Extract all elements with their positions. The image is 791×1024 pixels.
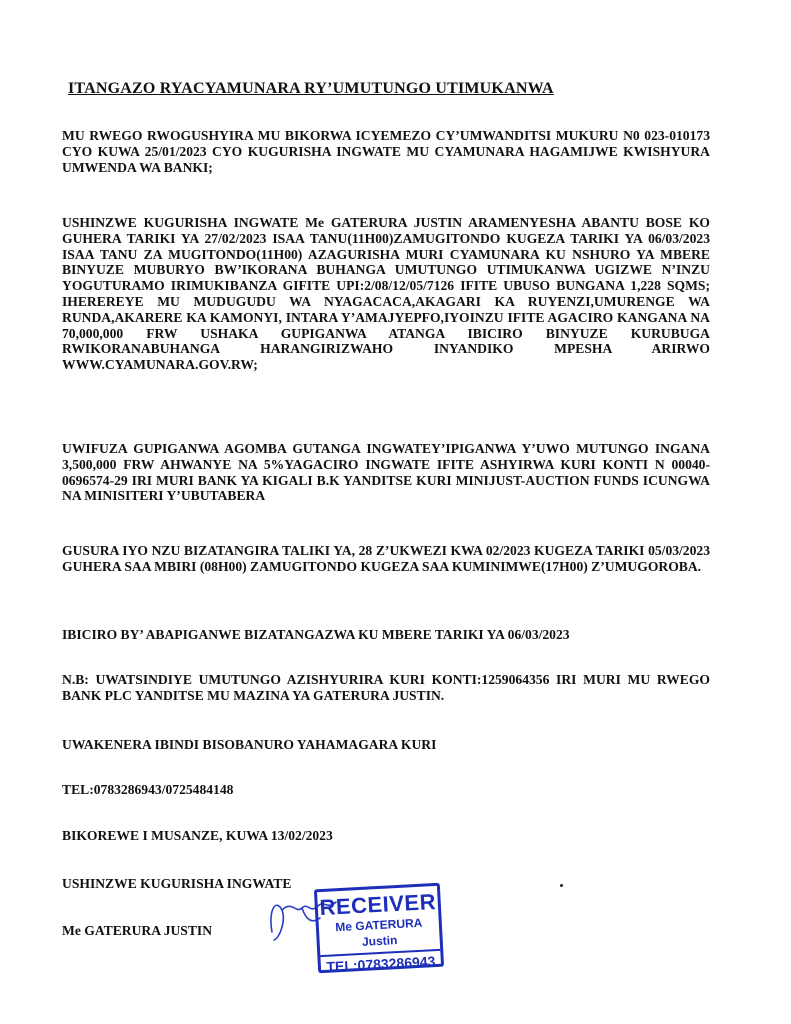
- paragraph-decision: MU RWEGO RWOGUSHYIRA MU BIKORWA ICYEMEZO CY’UMWANDITSI MUKURU N0 023-010173 CYO KUWA 25/01/2023 CYO KUGURISHA INGWATE MU CYAMUNARA HAGAMIJWE KWISHYURA UMWENDA WA BANKI;: [62, 128, 710, 175]
- place-and-date: BIKOREWE I MUSANZE, KUWA 13/02/2023: [62, 828, 333, 843]
- speck-dot: [560, 884, 563, 887]
- paragraph-auction-details: USHINZWE KUGURISHA INGWATE Me GATERURA JUSTIN ARAMENYESHA ABANTU BOSE KO GUHERA TARIKI YA 27/02/2023 ISAA TANU(11H00)ZAMUGITONDO KUGEZA TARIKI YA 06/03/2023 ISAA TANU ZA MUGITONDO(11H00) AZAGURISHA MURI CYAMUNARA KU NSHURO YA MBERE BINYUZE MUBURYO BW’IKORANA BUHANGA UMUTUNGO UTIMUKANWA UGIZWE N’INZU YOGUTURAMO IRIMUKIBANZA GIFITE UPI:2/08/12/05/7126 IFITE UBUSO BUNGANA 1,228 SQMS; IHEREREYE MU MUDUGUDU WA NYAGACACA,AKAGARI KA RUYENZI,UMURENGE WA RUNDA,AKARERE KA KAMONYI, INTARA Y’AMAJYEPFO,IYOINZU IFITE AGACIRO KANGANA NA 70,000,000 FRW USHAKA GUPIGANWA ATANGA IBICIRO BINYUZE KURUBUGA RWIKORANABUHANGA HARANGIRIZWAHO INYANDIKO MPESHA ARIRWO WWW.CYAMUNARA.GOV.RW;: [62, 215, 710, 373]
- receiver-stamp: [314, 883, 444, 973]
- paragraph-contact-intro: UWAKENERA IBINDI BISOBANURO YAHAMAGARA KURI: [62, 737, 437, 752]
- stamp-phone: TEL:0783286943: [320, 949, 441, 977]
- paragraph-nb-account: N.B: UWATSINDIYE UMUTUNGO AZISHYURIRA KURI KONTI:1259064356 IRI MURI MU RWEGO BANK PLC YANDITSE MU MAZINA YA GATERURA JUSTIN.: [62, 672, 710, 703]
- paragraph-visit-schedule: GUSURA IYO NZU BIZATANGIRA TALIKI YA, 28 Z’UKWEZI KWA 02/2023 KUGEZA TARIKI 05/03/2023 GUHERA SAA MBIRI (08H00) ZAMUGITONDO KUGEZA SAA KUMINIMWE(17H00) Z’UMUGOROBA.: [62, 543, 710, 574]
- document-title: ITANGAZO RYACYAMUNARA RY’UMUTUNGO UTIMUKANWA: [68, 80, 554, 97]
- stamp-title: RECEIVER: [318, 889, 437, 921]
- stamp-name: Me GATERURA Justin: [334, 915, 423, 949]
- signatory-name: Me GATERURA JUSTIN: [62, 923, 213, 938]
- phone-numbers: TEL:0783286943/0725484148: [62, 782, 234, 797]
- signatory-role: USHINZWE KUGURISHA INGWATE: [62, 876, 292, 891]
- paragraph-bid-guarantee: UWIFUZA GUPIGANWA AGOMBA GUTANGA INGWATEY’IPIGANWA Y’UWO MUTUNGO INGANA 3,500,000 FRW AHWANYE NA 5%YAGACIRO INGWATE IFITE ASHYIRWA KURI KONTI N 00040-0696574-29 IRI MURI BANK YA KIGALI B.K YANDITSE KURI MINIJUST-AUCTION FUNDS ICUNGWA NA MINISITERI Y’UBUTABERA: [62, 441, 710, 504]
- paragraph-results-date: IBICIRO BY’ ABAPIGANWE BIZATANGAZWA KU MBERE TARIKI YA 06/03/2023: [62, 627, 570, 642]
